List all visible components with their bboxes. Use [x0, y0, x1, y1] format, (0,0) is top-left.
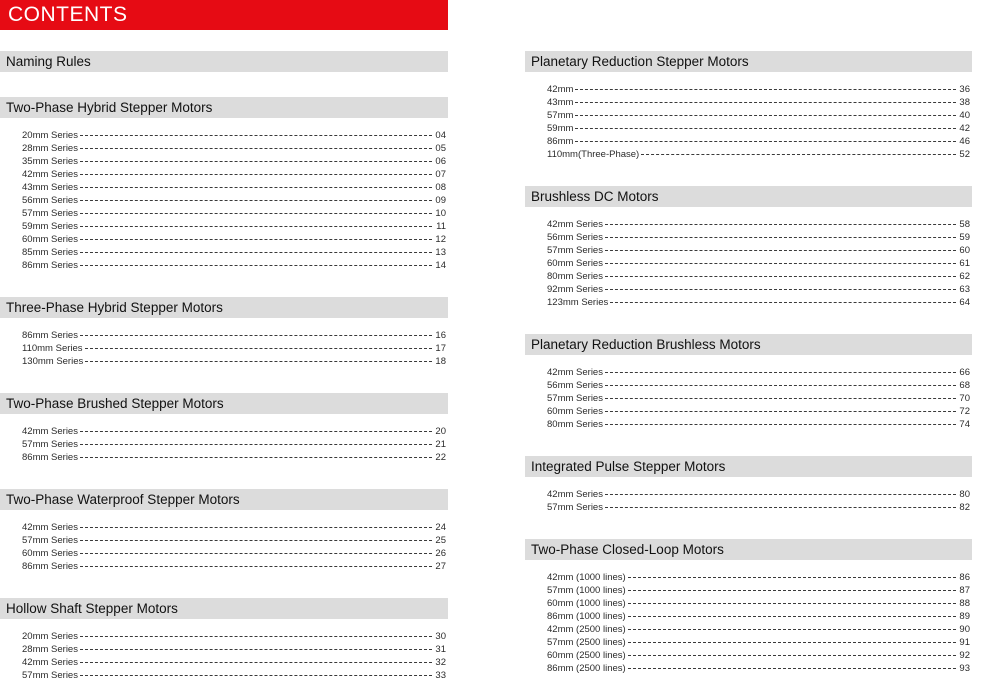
- toc-entry-leader-dots: [575, 101, 956, 103]
- toc-entry-page-number: 90: [959, 624, 970, 635]
- toc-entry[interactable]: [525, 296, 972, 309]
- section-header-brushless-dc-motors[interactable]: Brushless DC Motors: [525, 186, 972, 207]
- section-gap: [525, 514, 972, 539]
- toc-entry-leader-dots: [628, 615, 956, 617]
- toc-entry[interactable]: [0, 259, 448, 272]
- toc-entry[interactable]: [0, 233, 448, 246]
- toc-entry-page-number: 92: [959, 650, 970, 661]
- toc-entry-label: 57mm Series: [22, 670, 78, 681]
- toc-entry[interactable]: [0, 438, 448, 451]
- toc-entry[interactable]: [0, 246, 448, 259]
- toc-entry-label: 86mm: [547, 136, 574, 147]
- toc-entry-label: 80mm Series: [547, 271, 603, 282]
- section-header-two-phase-waterproof-stepper-motors[interactable]: Two-Phase Waterproof Stepper Motors: [0, 489, 448, 510]
- section-gap: [0, 464, 448, 489]
- section-gap: [0, 573, 448, 598]
- toc-entry-page-number: 36: [959, 84, 970, 95]
- spacer: [0, 414, 448, 425]
- toc-section-two-phase-hybrid-stepper-motors: [0, 97, 448, 272]
- toc-entry-list: [0, 521, 448, 573]
- toc-entry-label: 28mm Series: [22, 143, 78, 154]
- section-header-two-phase-brushed-stepper-motors[interactable]: Two-Phase Brushed Stepper Motors: [0, 393, 448, 414]
- section-gap: [525, 161, 972, 186]
- toc-entry-label: 42mm: [547, 84, 574, 95]
- toc-entry[interactable]: [525, 257, 972, 270]
- toc-entry-page-number: 61: [959, 258, 970, 269]
- toc-section-integrated-pulse-stepper-motors: [525, 456, 972, 514]
- toc-entry-page-number: 62: [959, 271, 970, 282]
- toc-entry-label: 59mm: [547, 123, 574, 134]
- section-gap: [525, 431, 972, 456]
- toc-section-two-phase-brushed-stepper-motors: [0, 393, 448, 464]
- toc-entry-page-number: 09: [435, 195, 446, 206]
- toc-entry-page-number: 27: [435, 561, 446, 572]
- toc-entry[interactable]: [525, 379, 972, 392]
- toc-entry-leader-dots: [628, 589, 956, 591]
- toc-entry[interactable]: [0, 155, 448, 168]
- toc-entry-label: 42mm (2500 lines): [547, 624, 626, 635]
- page-title: CONTENTS: [8, 3, 128, 26]
- toc-entry-page-number: 38: [959, 97, 970, 108]
- toc-entry-page-number: 04: [435, 130, 446, 141]
- toc-entry-list: [525, 366, 972, 431]
- toc-entry[interactable]: [525, 283, 972, 296]
- toc-entry-label: 86mm Series: [22, 260, 78, 271]
- spacer: [525, 477, 972, 488]
- toc-entry[interactable]: [0, 220, 448, 233]
- toc-entry-list: [525, 218, 972, 309]
- toc-entry-label: 92mm Series: [547, 284, 603, 295]
- toc-entry-leader-dots: [628, 641, 956, 643]
- toc-entry[interactable]: [0, 521, 448, 534]
- toc-entry-leader-dots: [80, 264, 432, 266]
- toc-entry[interactable]: [525, 405, 972, 418]
- toc-entry[interactable]: [525, 623, 972, 636]
- spacer: [525, 560, 972, 571]
- spacer: [0, 118, 448, 129]
- toc-entry-label: 57mm (1000 lines): [547, 585, 626, 596]
- section-header-hollow-shaft-stepper-motors[interactable]: Hollow Shaft Stepper Motors: [0, 598, 448, 619]
- toc-entry-page-number: 10: [435, 208, 446, 219]
- toc-entry[interactable]: [0, 181, 448, 194]
- toc-entry-label: 60mm (2500 lines): [547, 650, 626, 661]
- toc-entry[interactable]: [0, 207, 448, 220]
- toc-entry-leader-dots: [605, 288, 956, 290]
- toc-entry-leader-dots: [605, 423, 956, 425]
- toc-entry-label: 42mm Series: [22, 657, 78, 668]
- toc-entry-leader-dots: [80, 134, 432, 136]
- section-gap: [525, 309, 972, 334]
- toc-entry-leader-dots: [575, 88, 956, 90]
- toc-entry[interactable]: [525, 649, 972, 662]
- toc-entry[interactable]: [0, 451, 448, 464]
- section-header-planetary-reduction-stepper-motors[interactable]: Planetary Reduction Stepper Motors: [525, 51, 972, 72]
- toc-entry-page-number: 46: [959, 136, 970, 147]
- toc-entry-label: 20mm Series: [22, 631, 78, 642]
- toc-entry-page-number: 70: [959, 393, 970, 404]
- toc-section-naming-rules: [0, 51, 448, 72]
- toc-entry-list: [525, 571, 972, 675]
- toc-section-planetary-reduction-stepper-motors: [525, 51, 972, 161]
- toc-entry-leader-dots: [80, 526, 432, 528]
- toc-entry-leader-dots: [575, 140, 956, 142]
- toc-entry[interactable]: [0, 329, 448, 342]
- toc-entry-page-number: 80: [959, 489, 970, 500]
- toc-entry-label: 56mm Series: [547, 232, 603, 243]
- toc-section-brushless-dc-motors: [525, 186, 972, 309]
- toc-entry-label: 57mm: [547, 110, 574, 121]
- toc-entry[interactable]: [525, 231, 972, 244]
- toc-entry-label: 42mm Series: [547, 219, 603, 230]
- toc-entry[interactable]: [0, 643, 448, 656]
- section-gap: [0, 72, 448, 97]
- toc-entry-list: [525, 83, 972, 161]
- toc-entry[interactable]: [525, 270, 972, 283]
- section-header-planetary-reduction-brushless-motors[interactable]: Planetary Reduction Brushless Motors: [525, 334, 972, 355]
- toc-entry-leader-dots: [628, 602, 956, 604]
- toc-entry-page-number: 58: [959, 219, 970, 230]
- toc-entry[interactable]: [525, 83, 972, 96]
- toc-entry-page-number: 22: [435, 452, 446, 463]
- spacer: [0, 619, 448, 630]
- toc-entry-leader-dots: [605, 275, 956, 277]
- toc-entry[interactable]: [525, 662, 972, 675]
- toc-entry-label: 110mm Series: [22, 343, 83, 354]
- toc-entry-page-number: 42: [959, 123, 970, 134]
- section-header-integrated-pulse-stepper-motors[interactable]: Integrated Pulse Stepper Motors: [525, 456, 972, 477]
- toc-entry[interactable]: [525, 636, 972, 649]
- toc-entry-label: 56mm Series: [547, 380, 603, 391]
- toc-entry-leader-dots: [605, 262, 956, 264]
- toc-entry-label: 85mm Series: [22, 247, 78, 258]
- toc-entry-label: 56mm Series: [22, 195, 78, 206]
- toc-section-planetary-reduction-brushless-motors: [525, 334, 972, 431]
- toc-entry-leader-dots: [80, 238, 432, 240]
- toc-entry-page-number: 13: [435, 247, 446, 258]
- toc-entry-leader-dots: [80, 648, 432, 650]
- toc-entry-leader-dots: [80, 430, 432, 432]
- toc-entry[interactable]: [525, 488, 972, 501]
- toc-entry-leader-dots: [605, 410, 956, 412]
- toc-entry-label: 42mm Series: [22, 522, 78, 533]
- toc-entry-label: 20mm Series: [22, 130, 78, 141]
- toc-entry-leader-dots: [605, 493, 956, 495]
- toc-entry-label: 60mm (1000 lines): [547, 598, 626, 609]
- toc-entry-page-number: 86: [959, 572, 970, 583]
- toc-entry[interactable]: [0, 534, 448, 547]
- toc-entry-page-number: 66: [959, 367, 970, 378]
- toc-entry-leader-dots: [610, 301, 956, 303]
- toc-entry[interactable]: [0, 142, 448, 155]
- toc-entry[interactable]: [525, 610, 972, 623]
- toc-entry[interactable]: [525, 218, 972, 231]
- toc-entry-page-number: 74: [959, 419, 970, 430]
- toc-entry-label: 86mm (1000 lines): [547, 611, 626, 622]
- toc-entry-page-number: 18: [435, 356, 446, 367]
- toc-entry-label: 110mm(Three-Phase): [547, 149, 640, 160]
- toc-entry-leader-dots: [80, 565, 432, 567]
- toc-entry-page-number: 63: [959, 284, 970, 295]
- toc-entry-leader-dots: [80, 334, 432, 336]
- toc-entry-leader-dots: [80, 147, 432, 149]
- toc-entry-page-number: 05: [435, 143, 446, 154]
- toc-section-three-phase-hybrid-stepper-motors: [0, 297, 448, 368]
- toc-entry-page-number: 20: [435, 426, 446, 437]
- toc-entry-leader-dots: [80, 251, 432, 253]
- toc-entry-page-number: 21: [435, 439, 446, 450]
- toc-entry-label: 86mm Series: [22, 561, 78, 572]
- toc-entry-label: 57mm Series: [22, 439, 78, 450]
- toc-entry-leader-dots: [605, 397, 956, 399]
- toc-entry-leader-dots: [605, 384, 956, 386]
- toc-entry-leader-dots: [628, 667, 956, 669]
- toc-entry-leader-dots: [85, 360, 432, 362]
- toc-entry[interactable]: [0, 560, 448, 573]
- toc-sections: [0, 51, 448, 682]
- toc-entry-label: 57mm Series: [547, 245, 603, 256]
- toc-entry-leader-dots: [80, 456, 432, 458]
- toc-entry[interactable]: [525, 584, 972, 597]
- toc-entry-label: 60mm Series: [547, 406, 603, 417]
- toc-entry-label: 130mm Series: [22, 356, 84, 367]
- toc-entry-leader-dots: [605, 236, 956, 238]
- toc-entry-label: 42mm (1000 lines): [547, 572, 626, 583]
- toc-entry-page-number: 82: [959, 502, 970, 513]
- toc-entry-page-number: 12: [435, 234, 446, 245]
- toc-entry-leader-dots: [85, 347, 432, 349]
- spacer: [0, 318, 448, 329]
- toc-entry-page-number: 30: [435, 631, 446, 642]
- toc-section-hollow-shaft-stepper-motors: [0, 598, 448, 682]
- toc-entry-page-number: 60: [959, 245, 970, 256]
- toc-entry[interactable]: [525, 501, 972, 514]
- toc-entry-list: [0, 630, 448, 682]
- toc-entry-leader-dots: [641, 153, 956, 155]
- toc-entry-label: 43mm: [547, 97, 574, 108]
- toc-entry-leader-dots: [80, 199, 432, 201]
- toc-entry-leader-dots: [80, 186, 432, 188]
- toc-entry-leader-dots: [575, 127, 956, 129]
- toc-entry-page-number: 88: [959, 598, 970, 609]
- toc-entry-leader-dots: [628, 576, 956, 578]
- toc-entry[interactable]: [0, 194, 448, 207]
- toc-entry-label: 42mm Series: [22, 426, 78, 437]
- toc-entry-page-number: 11: [436, 221, 446, 232]
- section-header-naming-rules[interactable]: Naming Rules: [0, 51, 448, 72]
- toc-entry-page-number: 32: [435, 657, 446, 668]
- toc-entry[interactable]: [0, 425, 448, 438]
- toc-entry-page-number: 72: [959, 406, 970, 417]
- toc-entry[interactable]: [0, 168, 448, 181]
- toc-entry-leader-dots: [575, 114, 956, 116]
- toc-entry-label: 86mm Series: [22, 452, 78, 463]
- toc-entry-leader-dots: [80, 674, 432, 676]
- toc-entry-leader-dots: [80, 635, 432, 637]
- toc-entry-page-number: 68: [959, 380, 970, 391]
- toc-entry-label: 59mm Series: [22, 221, 78, 232]
- toc-entry[interactable]: [0, 355, 448, 368]
- toc-entry-page-number: 91: [959, 637, 970, 648]
- toc-entry[interactable]: [0, 669, 448, 682]
- toc-entry-page-number: 06: [435, 156, 446, 167]
- toc-entry[interactable]: [525, 96, 972, 109]
- toc-entry-list: [525, 488, 972, 514]
- section-header-two-phase-hybrid-stepper-motors[interactable]: Two-Phase Hybrid Stepper Motors: [0, 97, 448, 118]
- toc-entry[interactable]: [525, 135, 972, 148]
- toc-entry-list: [0, 329, 448, 368]
- toc-sections: [525, 51, 972, 675]
- toc-entry-leader-dots: [80, 225, 432, 227]
- toc-entry-list: [0, 129, 448, 272]
- toc-entry-list: [0, 425, 448, 464]
- contents-banner: [0, 0, 448, 30]
- spacer: [525, 207, 972, 218]
- toc-entry-page-number: 33: [435, 670, 446, 681]
- toc-entry-page-number: 14: [435, 260, 446, 271]
- toc-entry[interactable]: [525, 244, 972, 257]
- spacer: [525, 72, 972, 83]
- section-gap: [0, 368, 448, 393]
- toc-entry[interactable]: [525, 366, 972, 379]
- toc-entry[interactable]: [525, 148, 972, 161]
- toc-entry-label: 86mm Series: [22, 330, 78, 341]
- toc-entry-page-number: 08: [435, 182, 446, 193]
- toc-entry-label: 57mm Series: [22, 208, 78, 219]
- toc-entry-page-number: 59: [959, 232, 970, 243]
- toc-entry-page-number: 40: [959, 110, 970, 121]
- section-header-three-phase-hybrid-stepper-motors[interactable]: Three-Phase Hybrid Stepper Motors: [0, 297, 448, 318]
- toc-entry[interactable]: [0, 342, 448, 355]
- toc-entry-page-number: 87: [959, 585, 970, 596]
- toc-entry-leader-dots: [628, 628, 956, 630]
- toc-entry-label: 57mm Series: [547, 393, 603, 404]
- toc-entry-page-number: 26: [435, 548, 446, 559]
- toc-entry[interactable]: [525, 122, 972, 135]
- toc-entry[interactable]: [0, 129, 448, 142]
- section-gap: [0, 272, 448, 297]
- toc-entry-label: 80mm Series: [547, 419, 603, 430]
- toc-entry[interactable]: [525, 597, 972, 610]
- toc-section-two-phase-closed-loop-motors: [525, 539, 972, 675]
- toc-entry-page-number: 64: [959, 297, 970, 308]
- toc-entry-page-number: 31: [435, 644, 446, 655]
- toc-entry-page-number: 93: [959, 663, 970, 674]
- toc-entry-leader-dots: [80, 173, 432, 175]
- toc-entry-page-number: 17: [435, 343, 446, 354]
- toc-entry-label: 42mm Series: [547, 489, 603, 500]
- toc-entry-label: 57mm Series: [547, 502, 603, 513]
- toc-entry-page-number: 25: [435, 535, 446, 546]
- toc-entry-label: 35mm Series: [22, 156, 78, 167]
- toc-entry-label: 42mm Series: [22, 169, 78, 180]
- toc-entry-page-number: 24: [435, 522, 446, 533]
- toc-entry[interactable]: [525, 571, 972, 584]
- toc-entry-label: 57mm Series: [22, 535, 78, 546]
- toc-entry-leader-dots: [80, 552, 432, 554]
- toc-entry-label: 60mm Series: [22, 548, 78, 559]
- toc-entry-label: 60mm Series: [547, 258, 603, 269]
- toc-entry-page-number: 16: [435, 330, 446, 341]
- spacer: [0, 510, 448, 521]
- toc-entry-leader-dots: [80, 661, 432, 663]
- toc-entry[interactable]: [525, 392, 972, 405]
- toc-entry-leader-dots: [80, 443, 432, 445]
- toc-entry-leader-dots: [80, 160, 432, 162]
- toc-entry-leader-dots: [605, 249, 956, 251]
- toc-entry-label: 28mm Series: [22, 644, 78, 655]
- toc-entry[interactable]: [525, 109, 972, 122]
- toc-entry[interactable]: [525, 418, 972, 431]
- toc-entry[interactable]: [0, 547, 448, 560]
- toc-entry-leader-dots: [605, 223, 956, 225]
- toc-entry-page-number: 52: [959, 149, 970, 160]
- section-header-two-phase-closed-loop-motors[interactable]: Two-Phase Closed-Loop Motors: [525, 539, 972, 560]
- toc-entry-label: 43mm Series: [22, 182, 78, 193]
- toc-entry-leader-dots: [628, 654, 956, 656]
- toc-entry-label: 42mm Series: [547, 367, 603, 378]
- toc-entry[interactable]: [0, 630, 448, 643]
- toc-entry-page-number: 07: [435, 169, 446, 180]
- toc-entry-leader-dots: [605, 506, 956, 508]
- toc-section-two-phase-waterproof-stepper-motors: [0, 489, 448, 573]
- toc-entry-label: 57mm (2500 lines): [547, 637, 626, 648]
- spacer: [525, 355, 972, 366]
- toc-entry-leader-dots: [80, 539, 432, 541]
- toc-entry-page-number: 89: [959, 611, 970, 622]
- toc-entry-label: 60mm Series: [22, 234, 78, 245]
- toc-entry-leader-dots: [80, 212, 432, 214]
- toc-entry-leader-dots: [605, 371, 956, 373]
- toc-entry-label: 123mm Series: [547, 297, 609, 308]
- toc-entry-label: 86mm (2500 lines): [547, 663, 626, 674]
- toc-entry[interactable]: [0, 656, 448, 669]
